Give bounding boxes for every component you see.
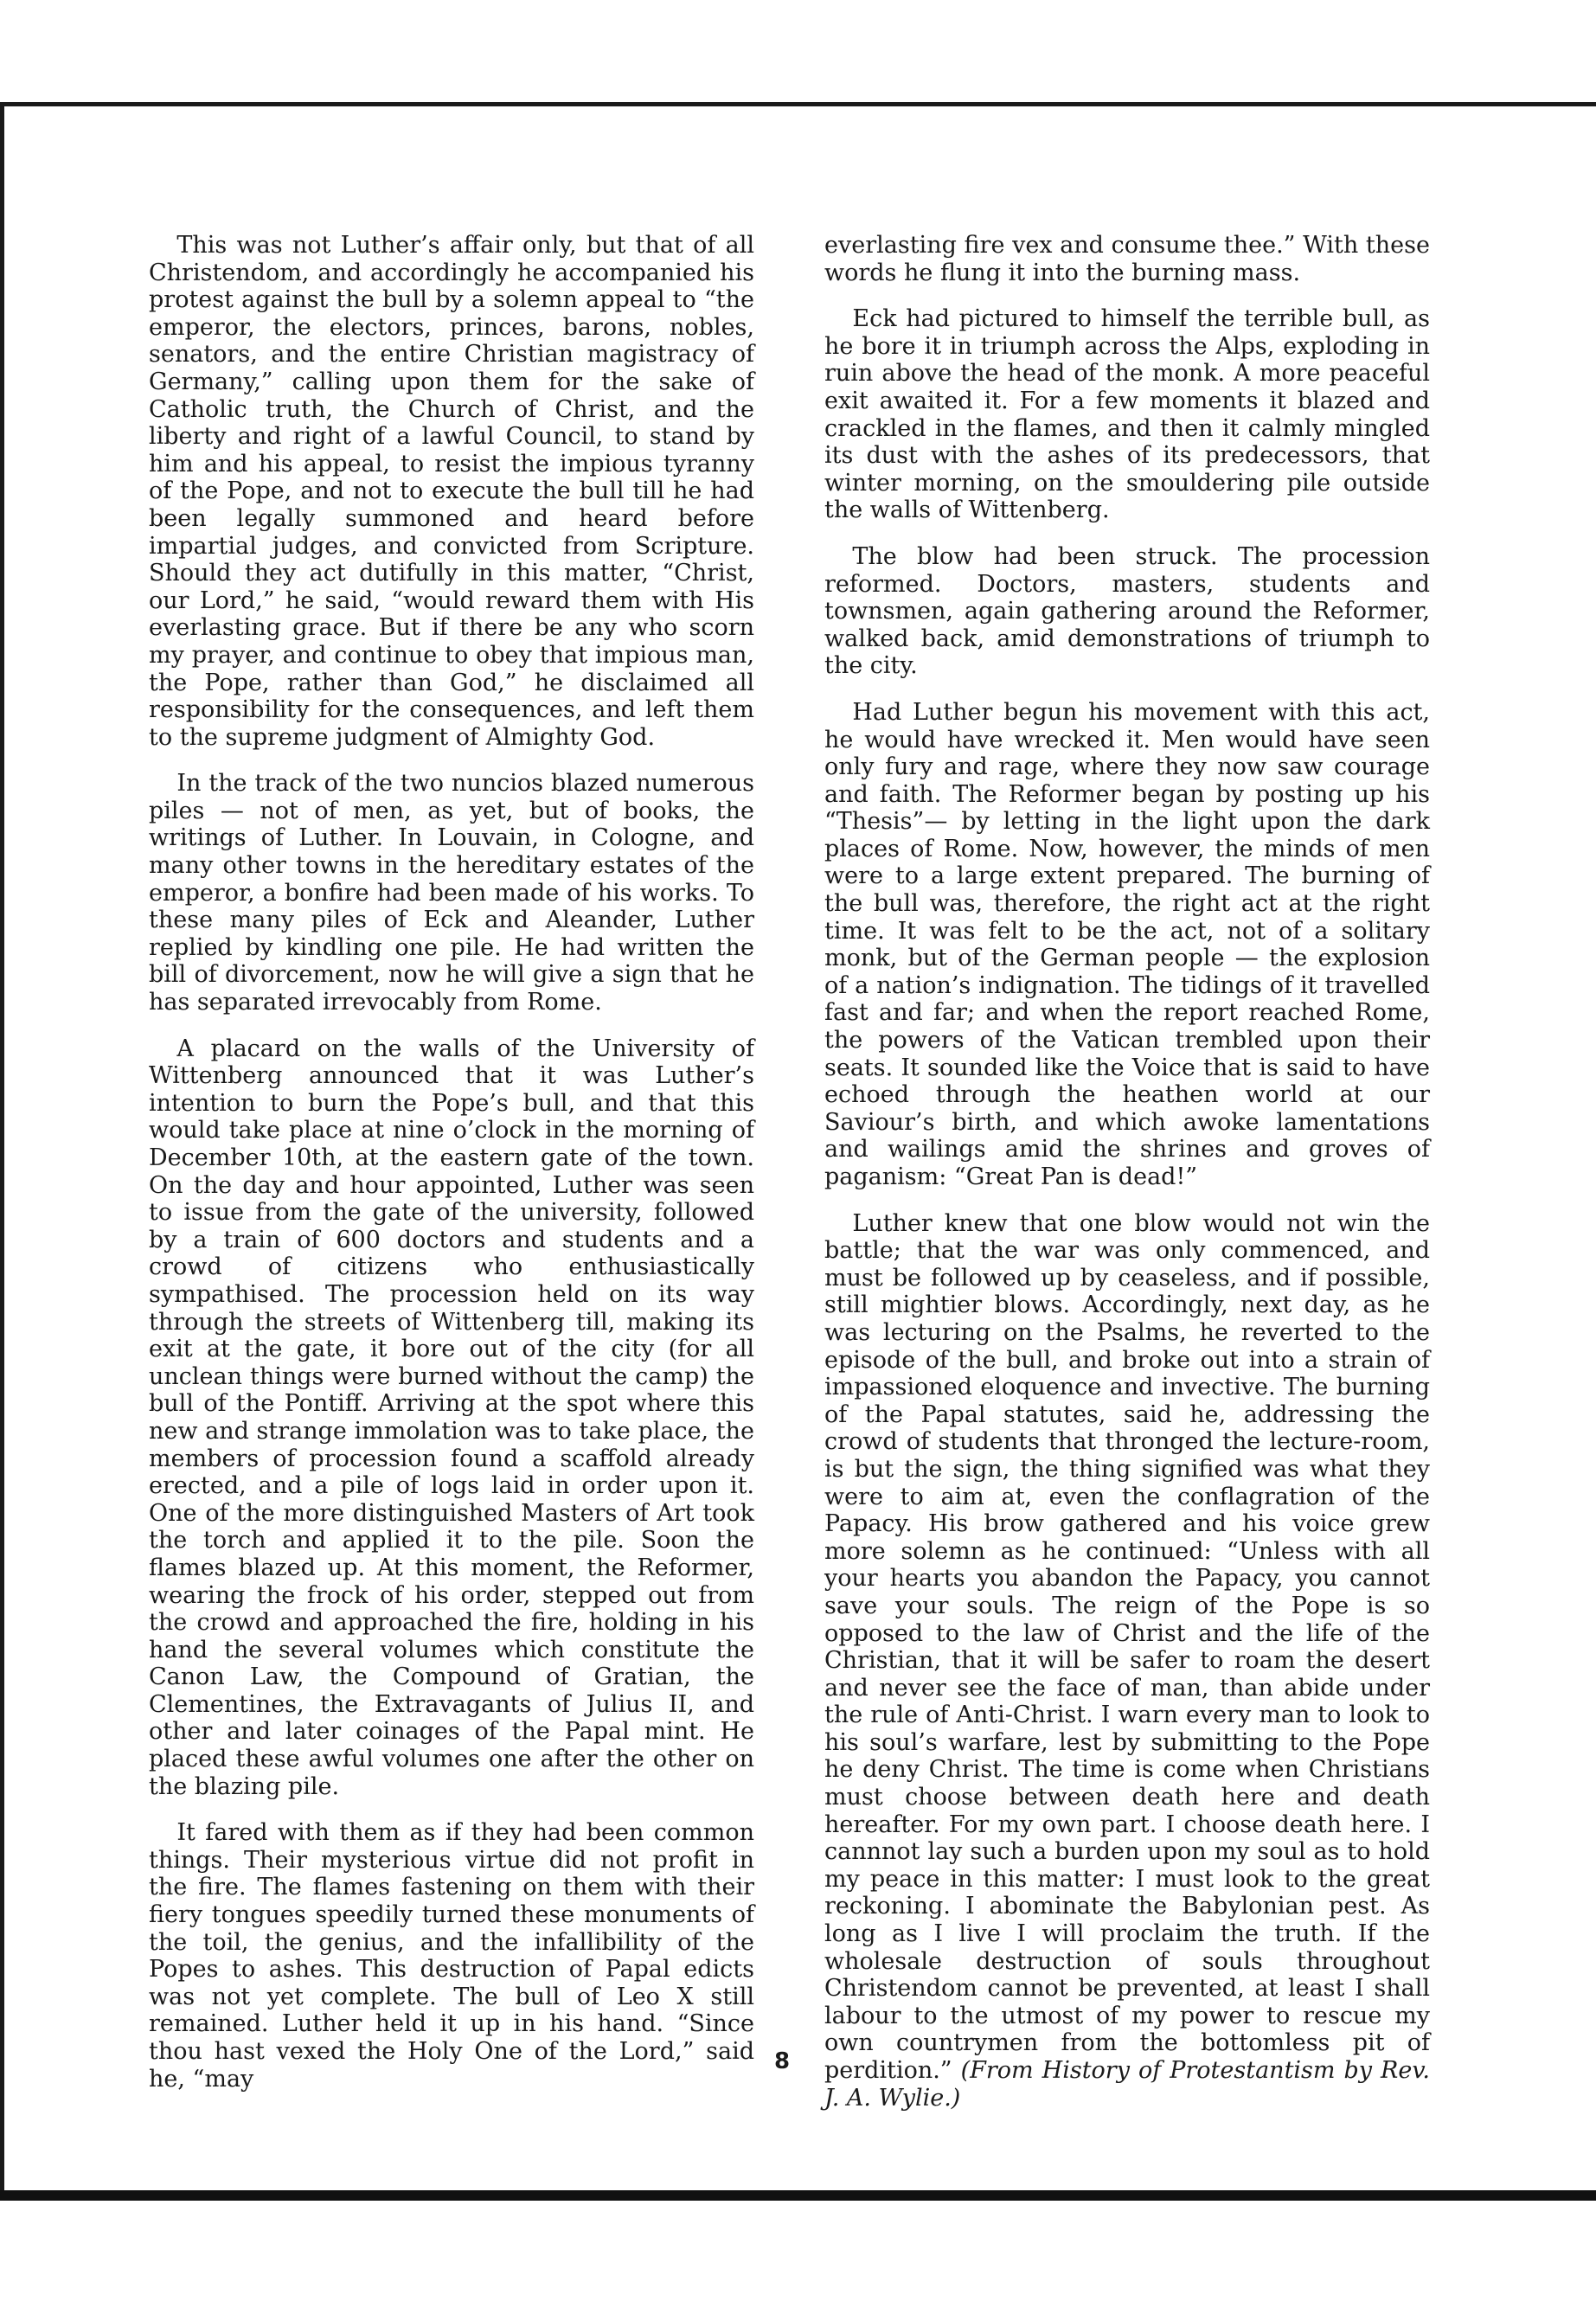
paragraph: It fared with them as if they had been common things. Their mysterious virtue did not profit in the fire. The flames fastening on them with their fiery tongues speedily turned these monuments of the toil, the genius, and the infallibility of the Popes to ashes. This destruction of Papal edicts was not yet complete. The bull of Leo X still remained. Luther held it up in his hand. “Since thou hast vexed the Holy One of the Lord,” said he, “may: [149, 1819, 754, 2093]
left-column: [149, 232, 754, 2112]
left-edge-rule: [0, 102, 4, 2195]
paragraph: This was not Luther’s affair only, but that of all Christendom, and accordingly he accompanied his protest against the bull by a solemn appeal to “the emperor, the electors, princes, barons, nobles, senators, and the entire Christian magistracy of Germany,” calling upon them for the sake of Catholic truth, the Church of Christ, and the liberty and right of a lawful Council, to stand by him and his appeal, to resist the impious tyranny of the Pope, and not to execute the bull till he had been legally summoned and heard before impartial judges, and convicted from Scripture. Should they act dutifully in this matter, “Christ, our Lord,” he said, “would reward them with His everlasting grace. But if there be any who scorn my prayer, and continue to obey that impious man, the Pope, rather than God,” he disclaimed all responsibility for the consequences, and left them to the supreme judgment of Almighty God.: [149, 232, 754, 751]
paragraph: Eck had pictured to himself the terrible bull, as he bore it in triumph across the Alps, exploding in ruin above the head of the monk. A more peaceful exit awaited it. For a few moments it blazed and crackled in the flames, and then it calmly mingled its dust with the ashes of its predecessors, that winter morning, on the smouldering pile outside the walls of Wittenberg.: [824, 305, 1430, 524]
right-column: [824, 232, 1430, 2112]
paragraph: A placard on the walls of the University of Wittenberg announced that it was Luther’s intention to burn the Pope’s bull, and that this would take place at nine o’clock in the morning of December 10th, at the eastern gate of the town. On the day and hour appointed, Luther was seen to issue from the gate of the university, followed by a train of 600 doctors and students and a crowd of citizens who enthusiastically sympathised. The procession held on its way through the streets of Wittenberg till, making its exit at the gate, it bore out of the city (for all unclean things were burned without the camp) the bull of the Pontiff. Arriving at the spot where this new and strange immolation was to take place, the members of procession found a scaffold already erected, and a pile of logs laid in order upon it. One of the more distinguished Masters of Art took the torch and applied it to the pile. Soon the flames blazed up. At this moment, the Reformer, wearing the frock of his order, stepped out from the crowd and approached the fire, holding in his hand the several volumes which constitute the Canon Law, the Compound of Gratian, the Clementines, the Extravagants of Julius II, and other and later coinages of the Papal mint. He placed these awful volumes one after the other on the blazing pile.: [149, 1035, 754, 1800]
bottom-rule: [0, 2190, 1596, 2201]
paragraph: In the track of the two nuncios blazed numerous piles — not of men, as yet, but of books, the writings of Luther. In Louvain, in Cologne, and many other towns in the hereditary estates of the emperor, a bonfire had been made of his works. To these many piles of Eck and Aleander, Luther replied by kindling one pile. He had written the bill of divorcement, now he will give a sign that he has separated irrevocably from Rome.: [149, 770, 754, 1016]
paragraph-text: Luther knew that one blow would not win the battle; that the war was only commenced, and must be followed up by ceaseless, and if possible, still mightier blows. Accordingly, next day, as he was lecturing on the Psalms, he reverted to the episode of the bull, and broke out into a strain of impassioned eloquence and invective. The burning of the Papal statutes, said he, addressing the crowd of students that thronged the lecture-room, is but the sign, the thing signified was what they were to aim at, even the conflagration of the Papacy. His brow gathered and his voice grew more solemn as he continued: “Unless with all your hearts you abandon the Papacy, you cannot save your souls. The reign of the Pope is so opposed to the law of Christ and the life of the Christian, that it will be safer to roam the desert and never see the face of man, than abide under the rule of Anti-Christ. I warn every man to look to his soul’s warfare, lest by submitting to the Pope he deny Christ. The time is come when Christians must choose between death here and death hereafter. For my own part. I choose death here. I cannnot lay such a burden upon my soul as to hold my peace in this matter: I must look to the great reckoning. I abominate the Babylonian pest. As long as I live I will proclaim the truth. If the wholesale destruction of souls throughout Christendom cannot be prevented, at least I shall labour to the utmost of my power to rescue my own countrymen from the bottomless pit of perdition.”: [824, 1209, 1430, 2084]
paragraph: [824, 1210, 1430, 2112]
top-rule: [0, 102, 1596, 106]
paragraph: The blow had been struck. The procession reformed. Doctors, masters, students and townsmen, again gathering around the Reformer, walked back, amid demonstrations of triumph to the city.: [824, 542, 1430, 680]
paragraph-continuation: everlasting fire vex and consume thee.” With these words he flung it into the burning mass.: [824, 232, 1430, 286]
paragraph: Had Luther begun his movement with this act, he would have wrecked it. Men would have seen only fury and rage, where they now saw courage and faith. The Reformer began by posting up his “Thesis”— by letting in the light upon the dark places of Rome. Now, however, the minds of men were to a large extent prepared. The burning of the bull was, therefore, the right act at the right time. It was felt to be the act, not of a solitary monk, but of the German people — the explosion of a nation’s indignation. The tidings of it travelled fast and far; and when the report reached Rome, the powers of the Vatican trembled upon their seats. It sounded like the Voice that is said to have echoed through the heathen world at our Saviour’s birth, and which awoke lamentations and wailings amid the shrines and groves of paganism: “Great Pan is dead!”: [824, 698, 1430, 1190]
citation: (From History of Protestantism by Rev. J. A. Wylie.): [824, 2057, 1430, 2112]
page-number: 8: [774, 2048, 791, 2074]
